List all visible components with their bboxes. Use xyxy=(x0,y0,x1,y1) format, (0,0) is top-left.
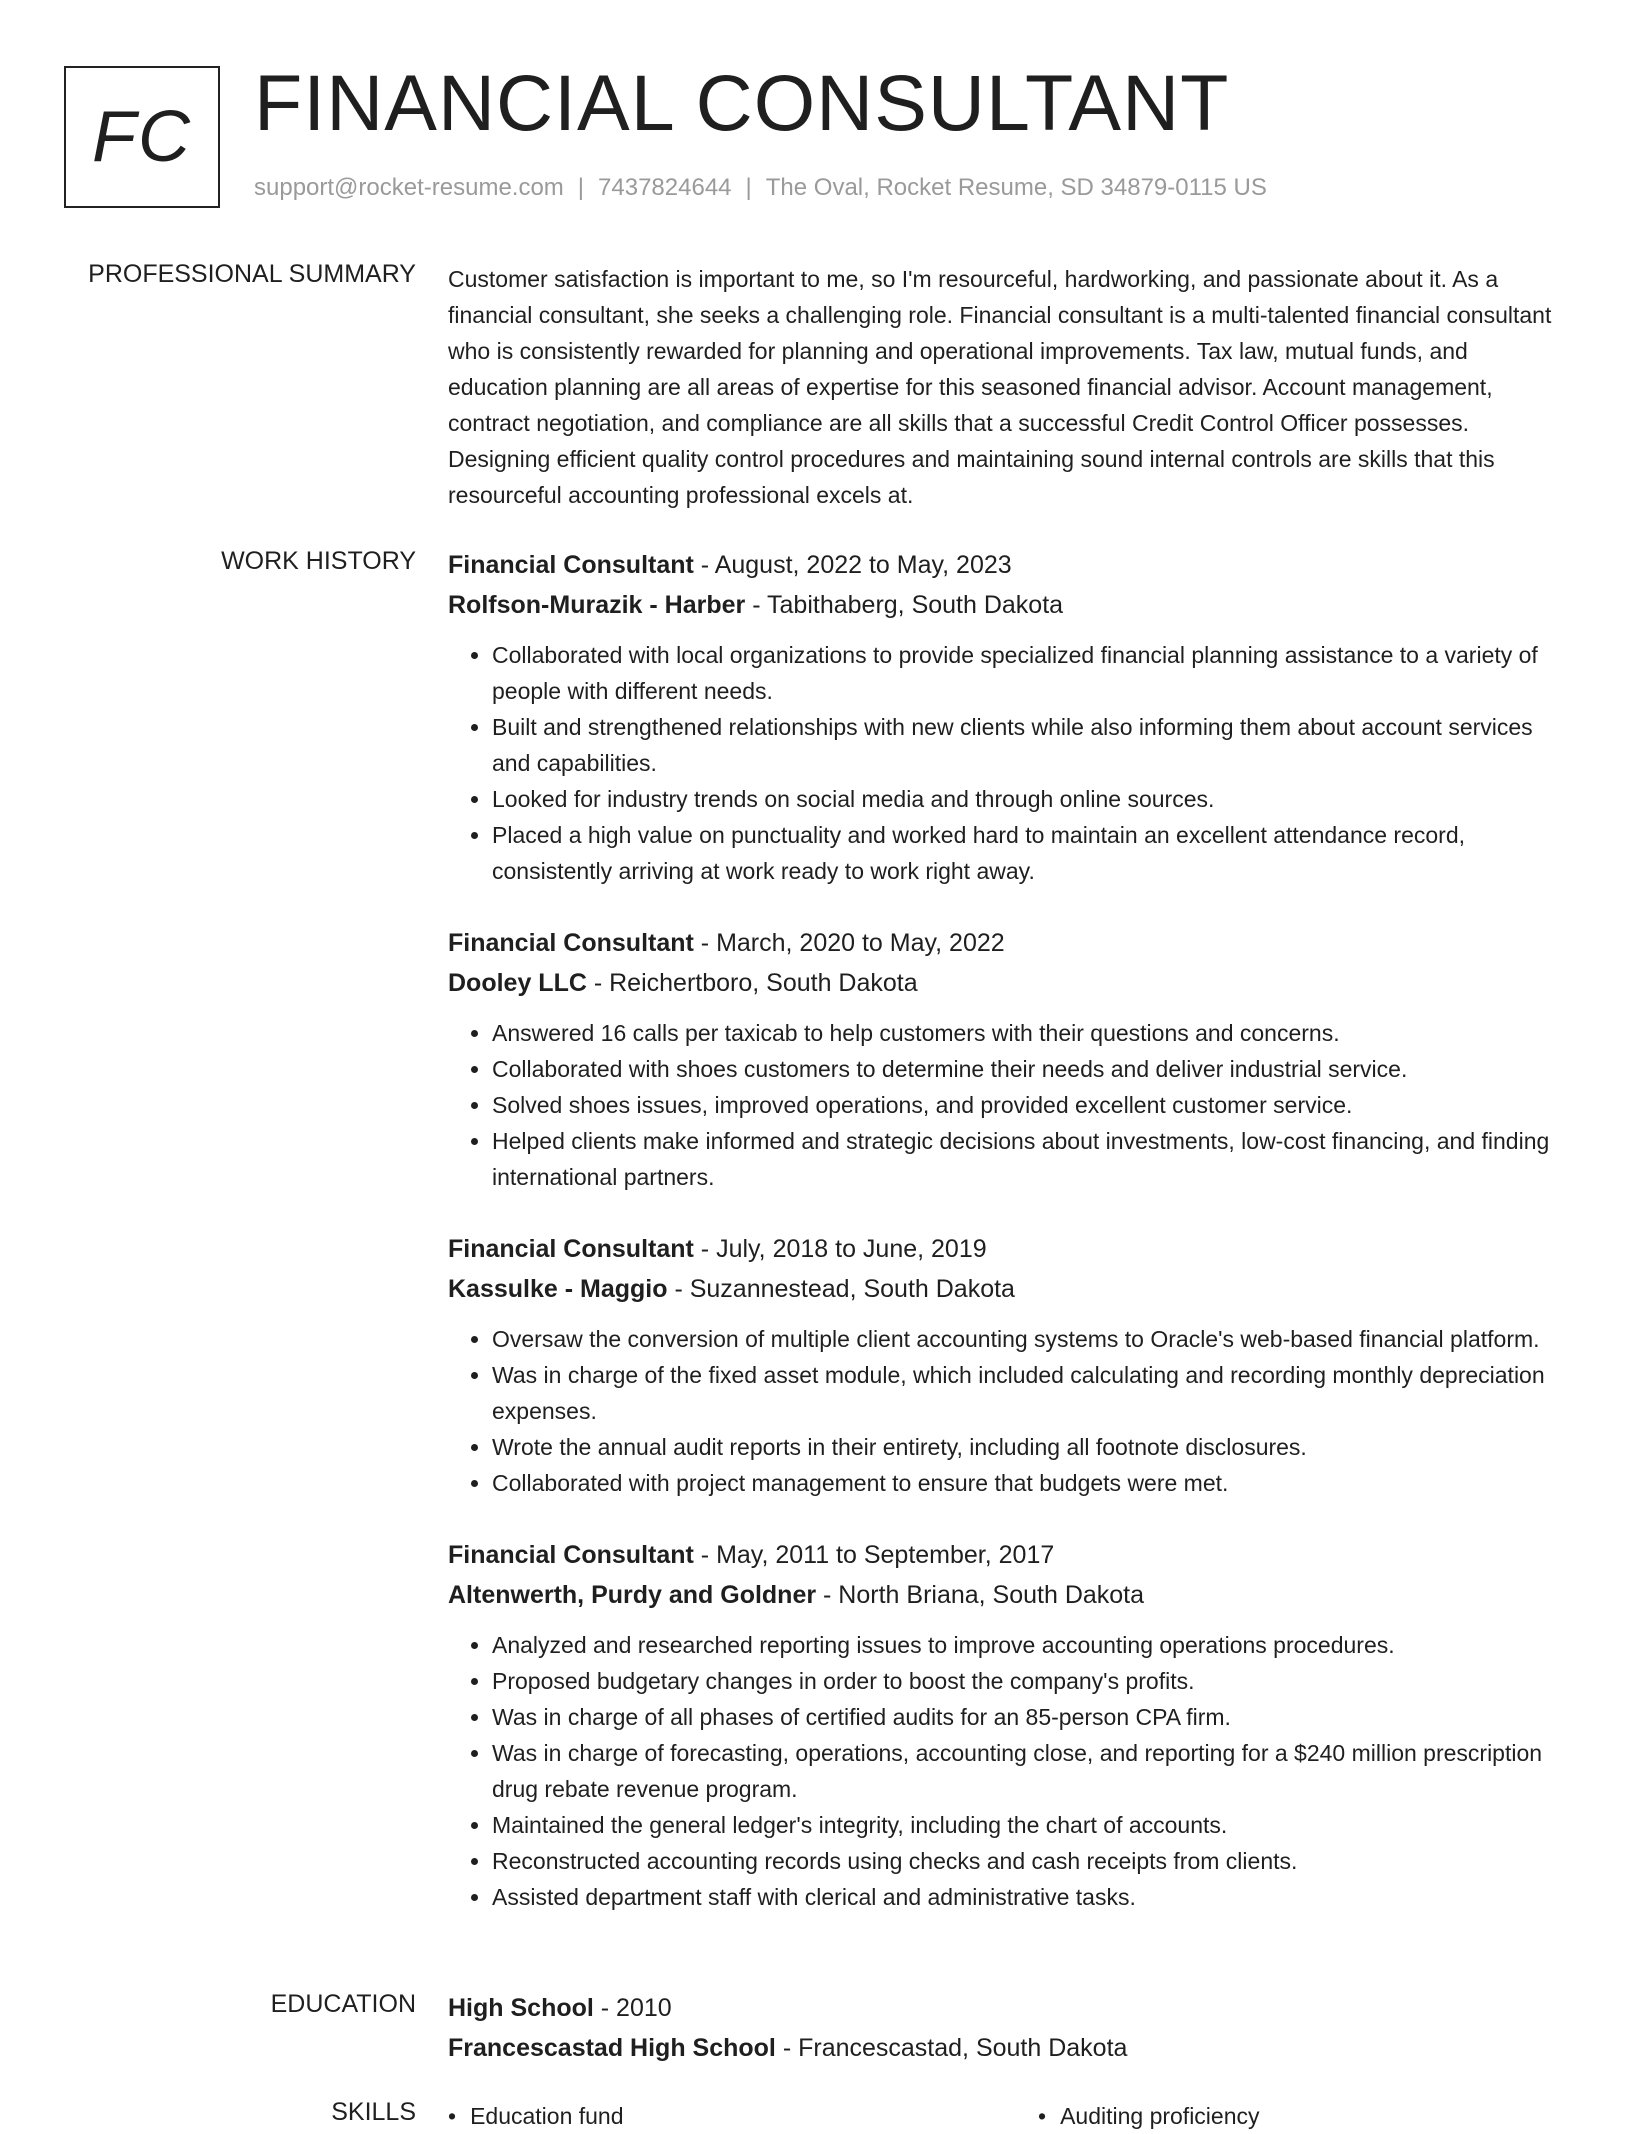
job-entry xyxy=(448,1535,1568,1915)
job-bullet: • Built and strengthened relationships with new clients while also informing them about account services and capabilities. xyxy=(492,709,1568,781)
job-title-line xyxy=(448,545,1568,585)
job-company-line xyxy=(448,1575,1568,1615)
job-title-line xyxy=(448,1229,1568,1269)
job-location: - Suzannestead, South Dakota xyxy=(667,1275,1015,1303)
job-bullet: • Was in charge of all phases of certified audits for an 85-person CPA firm. xyxy=(492,1699,1568,1735)
skill-item: • Auditing proficiency xyxy=(1038,2098,1568,2134)
education-year: - 2010 xyxy=(593,1994,672,2022)
job-dates: - August, 2022 to May, 2023 xyxy=(693,551,1012,579)
job-entry xyxy=(448,545,1568,889)
work-history-heading: WORK HISTORY xyxy=(221,547,416,575)
job-dates: - July, 2018 to June, 2019 xyxy=(693,1235,987,1263)
monogram-logo xyxy=(64,66,220,208)
skills-heading: SKILLS xyxy=(331,2098,416,2126)
job-company: Dooley LLC xyxy=(448,969,587,997)
job-entry xyxy=(448,923,1568,1195)
job-title: Financial Consultant xyxy=(448,929,694,957)
education-degree: High School xyxy=(448,1994,594,2022)
work-history-list xyxy=(448,545,1568,1929)
education-school: Francescastad High School xyxy=(448,2034,776,2062)
education-degree-line xyxy=(448,1988,1568,2028)
job-company: Altenwerth, Purdy and Goldner xyxy=(448,1581,817,1609)
job-bullet: • Wrote the annual audit reports in their entirety, including all footnote disclosures. xyxy=(492,1429,1568,1465)
job-company-line xyxy=(448,585,1568,625)
job-location: - North Briana, South Dakota xyxy=(816,1581,1145,1609)
job-bullet: • Helped clients make informed and strategic decisions about investments, low-cost financing, and finding international partners. xyxy=(492,1123,1568,1195)
contact-separator: | xyxy=(577,174,585,201)
job-company-line xyxy=(448,963,1568,1003)
job-title: Financial Consultant xyxy=(448,551,694,579)
job-dates: - May, 2011 to September, 2017 xyxy=(693,1541,1055,1569)
job-bullet: • Placed a high value on punctuality and worked hard to maintain an excellent attendance record, consistently arriving at work ready to work right away. xyxy=(492,817,1568,889)
job-bullet: • Solved shoes issues, improved operations, and provided excellent customer service. xyxy=(492,1087,1568,1123)
job-entry xyxy=(448,1229,1568,1501)
education-school-line xyxy=(448,2028,1568,2068)
job-title-line xyxy=(448,923,1568,963)
job-title: Financial Consultant xyxy=(448,1541,694,1569)
job-bullet: • Looked for industry trends on social media and through online sources. xyxy=(492,781,1568,817)
job-bullet: • Maintained the general ledger's integrity, including the chart of accounts. xyxy=(492,1807,1568,1843)
job-bullet: • Proposed budgetary changes in order to boost the company's profits. xyxy=(492,1663,1568,1699)
contact-line xyxy=(254,174,1267,202)
job-bullets xyxy=(448,637,1568,889)
education-heading: EDUCATION xyxy=(270,1990,416,2018)
job-bullet: • Was in charge of the fixed asset module, which included calculating and recording monthly depreciation expenses. xyxy=(492,1357,1568,1429)
job-bullet: • Was in charge of forecasting, operations, accounting close, and reporting for a $240 million prescription drug rebate revenue program. xyxy=(492,1735,1568,1807)
summary-text: Customer satisfaction is important to me, so I'm resourceful, hardworking, and passionate about it. As a financial consultant, she seeks a challenging role. Financial consultant is a multi-talented financial consultant who is consistently rewarded for planning and operational improvements. Tax law, mutual funds, and education planning are all areas of expertise for this seasoned financial advisor. Account management, contract negotiation, and compliance are all skills that a successful Credit Control Officer possesses. Designing efficient quality control procedures and maintaining sound internal controls are skills that this resourceful accounting professional excels at. xyxy=(448,266,1552,508)
job-bullet: • Answered 16 calls per taxicab to help customers with their questions and concerns. xyxy=(492,1015,1568,1051)
job-bullet: • Assisted department staff with clerical and administrative tasks. xyxy=(492,1879,1568,1915)
candidate-title: FINANCIAL CONSULTANT xyxy=(254,58,1230,147)
job-dates: - March, 2020 to May, 2022 xyxy=(693,929,1005,957)
contact-phone: 7437824644 xyxy=(598,174,732,201)
job-bullet: • Collaborated with local organizations to provide specialized financial planning assistance to a variety of people with different needs. xyxy=(492,637,1568,709)
job-bullet: • Oversaw the conversion of multiple client accounting systems to Oracle's web-based financial platform. xyxy=(492,1321,1568,1357)
job-location: - Reichertboro, South Dakota xyxy=(586,969,918,997)
job-company: Kassulke - Maggio xyxy=(448,1275,668,1303)
job-location: - Tabithaberg, South Dakota xyxy=(745,591,1064,619)
job-bullets xyxy=(448,1015,1568,1195)
contact-separator: | xyxy=(745,174,752,201)
job-bullet: • Collaborated with project management to ensure that budgets were met. xyxy=(492,1465,1568,1501)
contact-address: The Oval, Rocket Resume, SD 34879-0115 US xyxy=(765,174,1267,201)
job-bullets xyxy=(448,1321,1568,1501)
job-company: Rolfson-Murazik - Harber xyxy=(448,591,746,619)
job-bullet: • Collaborated with shoes customers to determine their needs and deliver industrial service. xyxy=(492,1051,1568,1087)
contact-email: support@rocket-resume.com xyxy=(254,174,564,201)
skills-grid xyxy=(448,2098,1568,2134)
job-bullet: • Analyzed and researched reporting issues to improve accounting operations procedures. xyxy=(492,1627,1568,1663)
skill-item: • Education fund xyxy=(448,2098,978,2134)
job-company-line xyxy=(448,1269,1568,1309)
job-bullet: • Reconstructed accounting records using checks and cash receipts from clients. xyxy=(492,1843,1568,1879)
summary-heading: PROFESSIONAL SUMMARY xyxy=(88,260,416,288)
job-title-line xyxy=(448,1535,1568,1575)
monogram-text: FC xyxy=(92,97,192,177)
job-bullets xyxy=(448,1627,1568,1915)
job-title: Financial Consultant xyxy=(448,1235,694,1263)
education-location: - Francescastad, South Dakota xyxy=(775,2034,1128,2062)
